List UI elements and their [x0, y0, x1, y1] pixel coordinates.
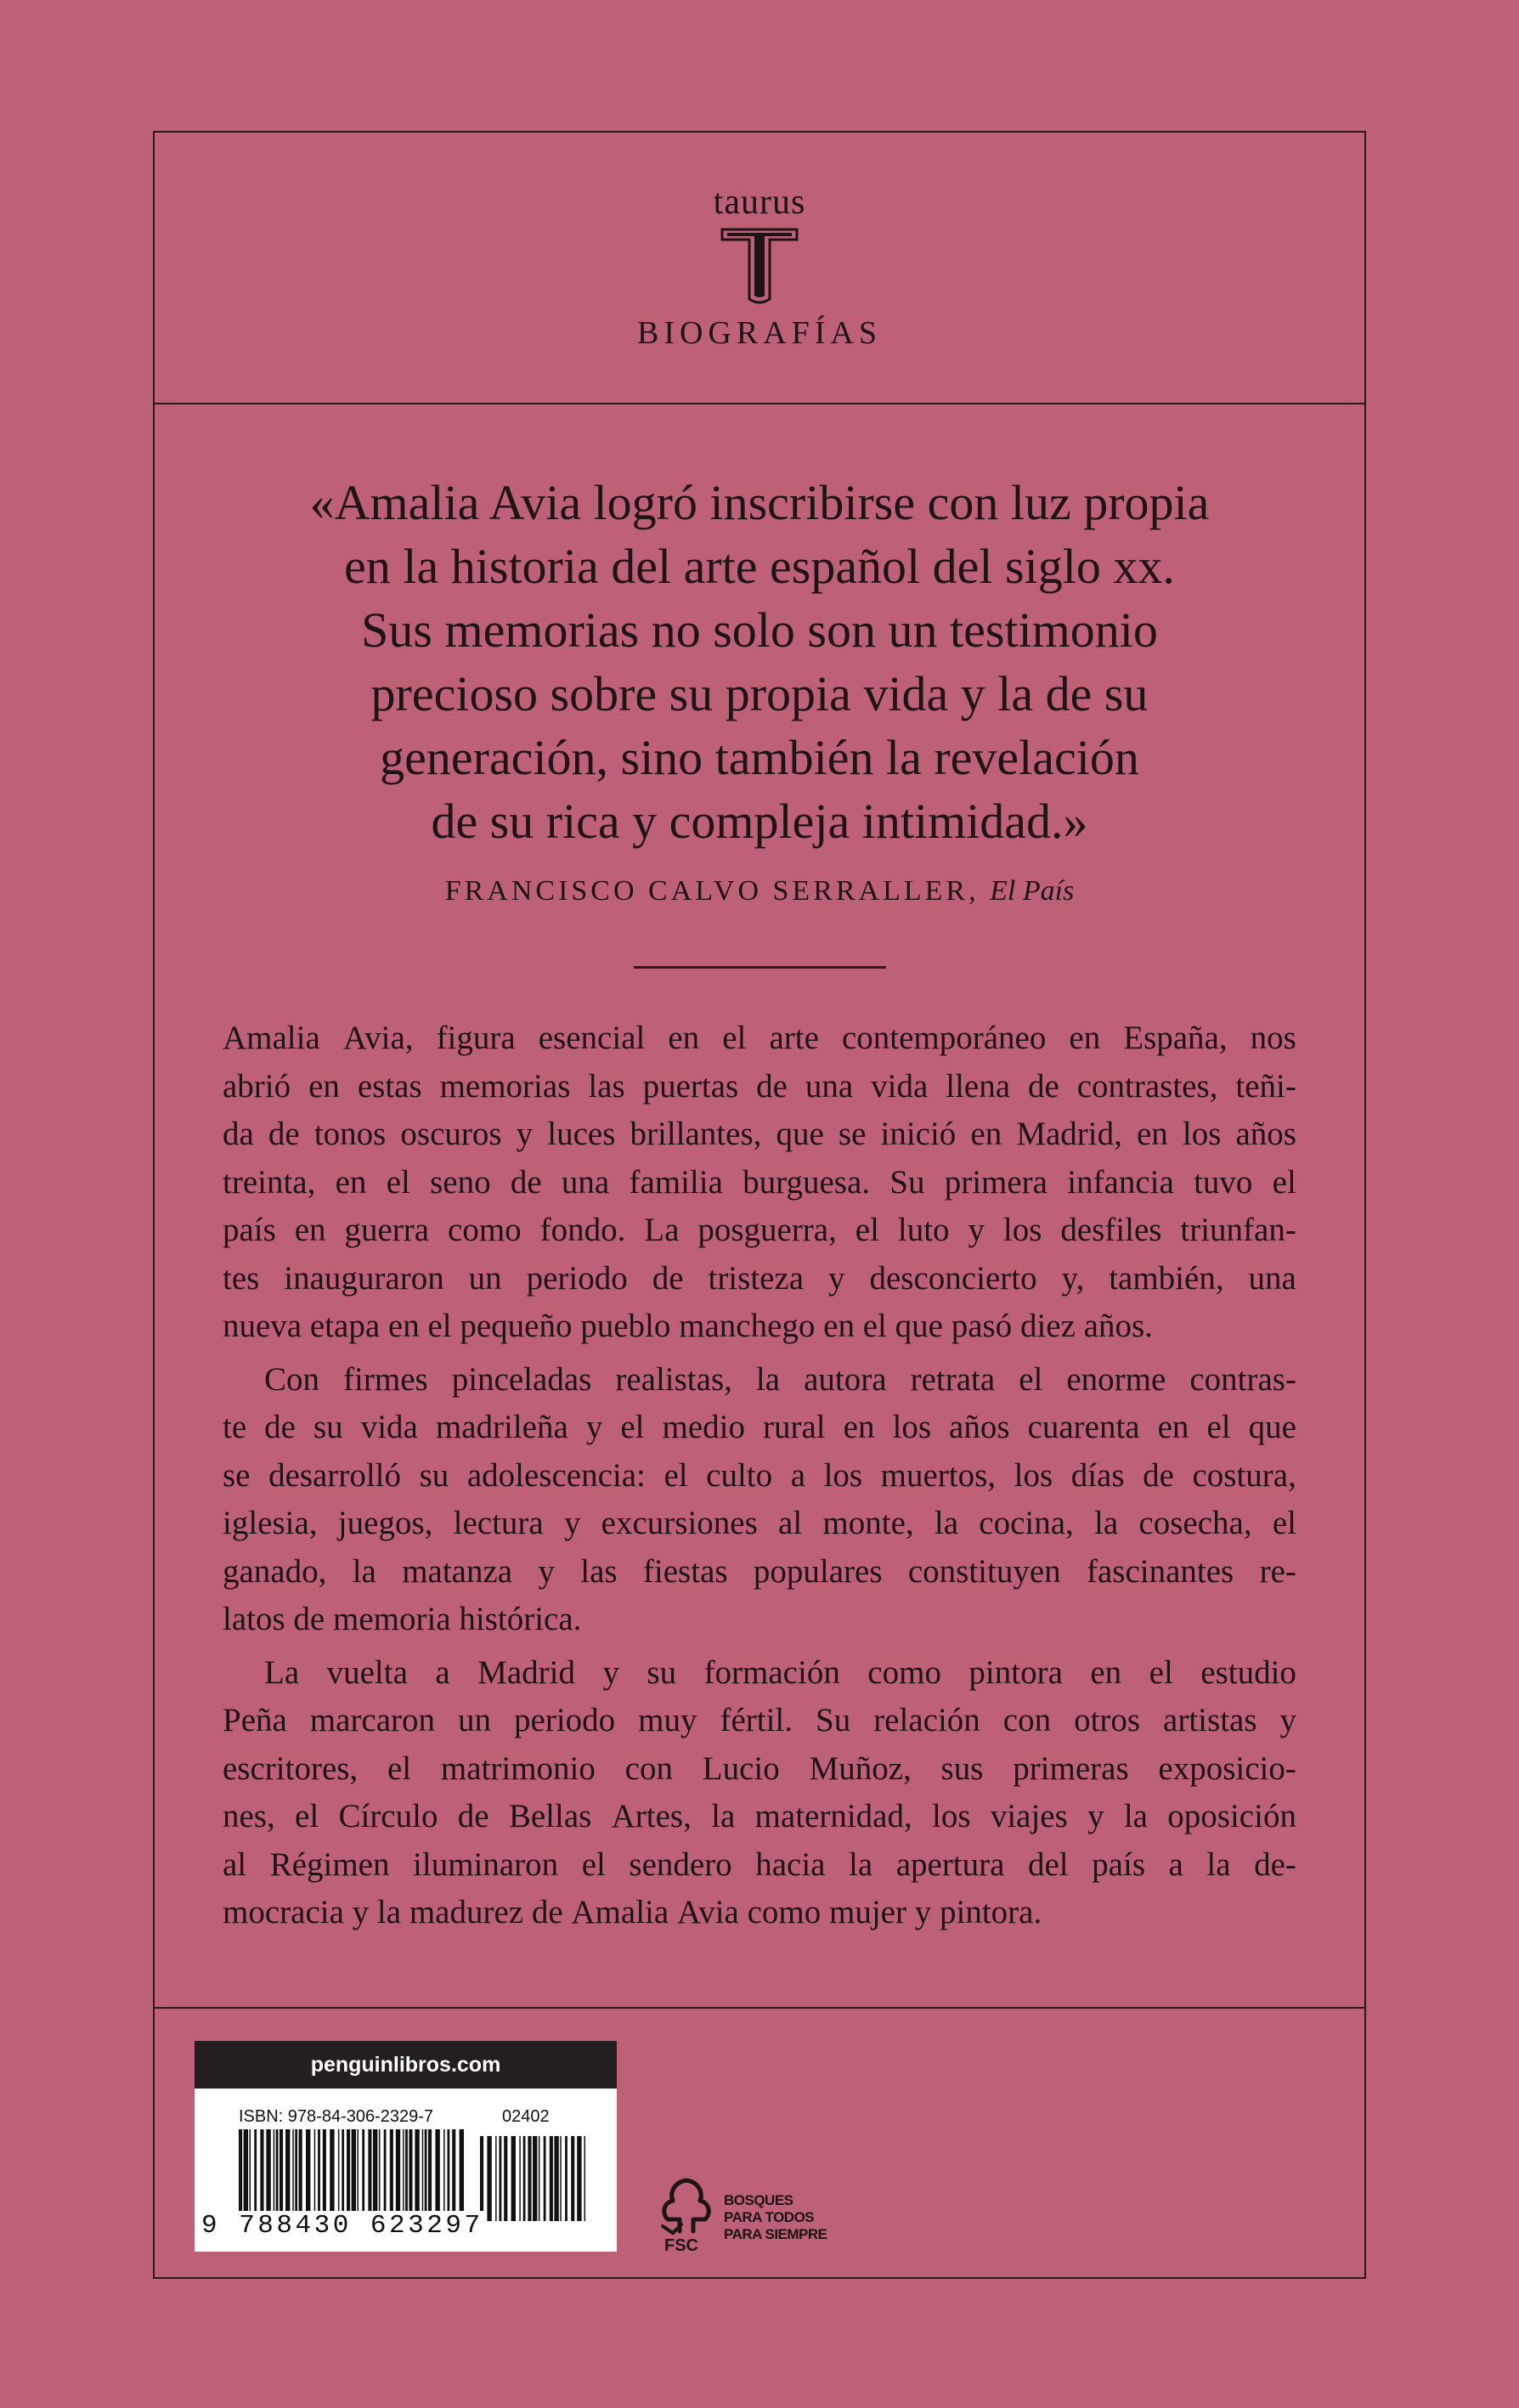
synopsis-word: a	[790, 1456, 806, 1494]
synopsis-word: el	[386, 1163, 410, 1201]
footer-divider	[153, 2007, 1366, 2009]
synopsis-word: la	[352, 1552, 376, 1590]
synopsis-word: Peña	[223, 1702, 287, 1738]
synopsis-word: marcaron	[309, 1702, 436, 1738]
synopsis-word: en	[1157, 1409, 1189, 1445]
synopsis-word: enorme	[1066, 1360, 1166, 1398]
synopsis-word: en	[1090, 1653, 1122, 1691]
quote-line: Sus memorias no solo son un testimonio	[361, 602, 1158, 658]
synopsis-word: madrileña	[435, 1409, 568, 1445]
synopsis-word: nes,	[223, 1798, 275, 1834]
synopsis-line	[223, 1649, 1296, 1698]
synopsis-line	[223, 1255, 1296, 1303]
synopsis-word: la	[934, 1505, 959, 1541]
barcode-bar	[504, 2136, 507, 2221]
synopsis-word: matrimonio	[440, 1749, 596, 1787]
synopsis-word: pasó	[951, 1308, 1013, 1344]
synopsis-word: Madrid	[477, 1653, 575, 1691]
synopsis-word: da	[223, 1116, 254, 1152]
synopsis-word: esencial	[538, 1020, 646, 1056]
synopsis-word: diez	[1019, 1308, 1076, 1344]
synopsis-word: luto	[897, 1212, 950, 1248]
synopsis-word: mocracia	[223, 1894, 344, 1930]
synopsis-word: estas	[357, 1067, 422, 1105]
synopsis-word: inauguraron	[284, 1259, 444, 1297]
synopsis-word: días	[1070, 1456, 1125, 1494]
synopsis-word: también,	[1109, 1259, 1224, 1297]
synopsis-word: primera	[944, 1163, 1047, 1201]
fsc-slogan	[724, 2192, 827, 2243]
synopsis-word: burguesa.	[743, 1163, 871, 1201]
synopsis-word: y	[538, 1552, 555, 1590]
synopsis	[223, 1015, 1296, 1937]
synopsis-word: años.	[1083, 1308, 1153, 1344]
synopsis-word: periodo	[526, 1259, 628, 1297]
synopsis-word: y,	[1061, 1259, 1085, 1297]
synopsis-line	[223, 1063, 1296, 1111]
synopsis-word: cosecha,	[1138, 1505, 1252, 1541]
synopsis-word: artistas	[1163, 1702, 1257, 1738]
barcode-bar	[571, 2136, 574, 2221]
synopsis-word: escritores,	[223, 1749, 359, 1787]
synopsis-word: apertura	[895, 1846, 1005, 1883]
synopsis-word: del	[1027, 1846, 1069, 1883]
synopsis-word: re-	[1259, 1552, 1296, 1590]
synopsis-word: al	[223, 1846, 247, 1883]
barcode-bar	[533, 2136, 537, 2221]
synopsis-word: en	[668, 1020, 700, 1056]
synopsis-word: Amalia	[223, 1020, 320, 1056]
synopsis-word: matanza	[402, 1552, 513, 1590]
synopsis-line	[223, 1111, 1296, 1159]
synopsis-word: una	[805, 1067, 854, 1105]
barcode-bar	[528, 2136, 531, 2221]
synopsis-word: oposición	[1167, 1798, 1296, 1834]
synopsis-word: una	[1248, 1259, 1296, 1297]
synopsis-word: vuelta	[326, 1653, 408, 1691]
synopsis-line	[223, 1841, 1296, 1890]
quote-line: en la historia del arte español del siglo xx.	[344, 539, 1175, 594]
synopsis-word: exposicio-	[1158, 1749, 1296, 1787]
synopsis-word: y	[914, 1894, 932, 1930]
synopsis-word: retrata	[910, 1360, 996, 1398]
synopsis-word: la	[1094, 1505, 1119, 1541]
synopsis-word: el	[427, 1308, 452, 1344]
synopsis-word: La	[264, 1653, 300, 1691]
fsc-mark	[656, 2175, 868, 2260]
synopsis-word: Círculo	[338, 1798, 438, 1834]
synopsis-word: tuvo	[1194, 1163, 1253, 1201]
synopsis-word: nueva	[223, 1308, 302, 1344]
synopsis-word: de	[1027, 1067, 1059, 1105]
synopsis-word: maternidad,	[754, 1798, 912, 1834]
synopsis-word: fascinantes	[1086, 1552, 1234, 1590]
synopsis-word: y	[585, 1409, 603, 1445]
synopsis-word: monte,	[822, 1505, 914, 1541]
synopsis-word: Con	[264, 1360, 320, 1398]
synopsis-word: y	[1087, 1798, 1104, 1834]
synopsis-word: vida	[871, 1067, 929, 1105]
synopsis-word: y	[1279, 1702, 1296, 1738]
synopsis-word: muertos,	[880, 1456, 997, 1494]
synopsis-word: de-	[1254, 1846, 1296, 1883]
synopsis-word: periodo	[514, 1702, 616, 1738]
synopsis-line	[223, 1548, 1296, 1597]
synopsis-word: con	[624, 1749, 673, 1787]
synopsis-word: histórica.	[459, 1601, 582, 1637]
synopsis-line	[223, 1207, 1296, 1255]
synopsis-line	[223, 1159, 1296, 1207]
synopsis-word: firmes	[343, 1360, 428, 1398]
synopsis-word: Avia	[676, 1894, 739, 1930]
quote-attribution	[153, 875, 1366, 907]
synopsis-word: pequeño	[460, 1308, 573, 1344]
synopsis-word: años	[1235, 1116, 1296, 1152]
synopsis-line	[223, 1015, 1296, 1063]
synopsis-word: en	[335, 1163, 367, 1201]
quote-line: precioso sobre su propia vida y la de su	[370, 666, 1149, 721]
synopsis-word: y	[602, 1653, 619, 1691]
synopsis-word: sendero	[629, 1846, 732, 1883]
synopsis-word: tonos	[313, 1116, 387, 1152]
synopsis-word: Avia,	[342, 1020, 414, 1056]
synopsis-word: la	[711, 1798, 736, 1834]
synopsis-word: desarrolló	[268, 1456, 402, 1494]
quote-rule	[634, 966, 886, 969]
synopsis-word: primeras	[1013, 1749, 1129, 1787]
synopsis-word: vida	[360, 1409, 418, 1445]
synopsis-word: teñi-	[1235, 1067, 1296, 1105]
synopsis-word: llena	[946, 1067, 1011, 1105]
synopsis-line	[223, 1697, 1296, 1745]
synopsis-word: los	[1014, 1456, 1053, 1494]
synopsis-word: cuarenta	[1027, 1409, 1140, 1445]
synopsis-word: la	[849, 1846, 873, 1883]
synopsis-word: figura	[436, 1020, 516, 1056]
synopsis-word: viajes	[990, 1798, 1068, 1834]
fsc-slogan-line: PARA SIEMPRE	[724, 2226, 827, 2242]
publisher-brand	[153, 131, 1366, 404]
barcode-panel	[195, 2041, 617, 2252]
synopsis-word: guerra	[344, 1212, 430, 1248]
quote-line: de su rica y compleja intimidad.»	[431, 794, 1088, 849]
synopsis-word: costura,	[1192, 1456, 1296, 1494]
synopsis-word: país	[223, 1212, 276, 1248]
synopsis-word: y	[563, 1505, 581, 1541]
synopsis-word: cocina,	[979, 1505, 1074, 1541]
barcode-bar	[554, 2136, 558, 2221]
synopsis-word: brillantes,	[630, 1116, 762, 1152]
barcode-bar	[550, 2136, 553, 2221]
synopsis-word: estudio	[1200, 1653, 1296, 1691]
isbn-label: ISBN: 978-84-306-2329-7	[239, 2107, 434, 2126]
synopsis-word: tristeza	[708, 1259, 805, 1297]
synopsis-word: excursiones	[601, 1505, 758, 1541]
synopsis-word: desconcierto	[869, 1259, 1037, 1297]
synopsis-word: los	[1002, 1212, 1042, 1248]
synopsis-word: autora	[804, 1360, 887, 1398]
synopsis-word: de	[1143, 1456, 1174, 1494]
barcode-bar	[523, 2136, 526, 2221]
barcode-bar	[577, 2136, 581, 2221]
synopsis-word: como	[867, 1653, 941, 1691]
quote-source: El País	[990, 875, 1075, 907]
synopsis-word: arte	[769, 1020, 819, 1056]
synopsis-word: España,	[1123, 1020, 1228, 1056]
barcode-bar	[539, 2136, 540, 2221]
synopsis-word: familia	[629, 1163, 723, 1201]
synopsis-word: en	[823, 1308, 855, 1344]
fsc-slogan-line: PARA TODOS	[724, 2209, 815, 2225]
synopsis-line	[223, 1500, 1296, 1548]
synopsis-word: inició	[880, 1116, 957, 1152]
synopsis-word: en	[308, 1067, 340, 1105]
synopsis-word: pinceladas	[451, 1360, 592, 1398]
synopsis-word: infancia	[1067, 1163, 1174, 1201]
synopsis-word: el	[295, 1798, 319, 1834]
synopsis-word: luces	[547, 1116, 616, 1152]
synopsis-word: Bellas	[508, 1798, 592, 1834]
synopsis-word: como	[747, 1894, 822, 1930]
synopsis-word: y	[516, 1116, 534, 1152]
synopsis-word: en	[843, 1409, 875, 1445]
synopsis-word: Lucio	[702, 1749, 780, 1787]
synopsis-word: contemporáneo	[841, 1020, 1047, 1056]
synopsis-word: su	[647, 1653, 677, 1691]
synopsis-word: te	[223, 1409, 247, 1445]
synopsis-word: la	[755, 1360, 781, 1398]
synopsis-word: iglesia,	[223, 1505, 318, 1541]
synopsis-line	[223, 1793, 1296, 1841]
fsc-slogan-line: BOSQUES	[724, 2192, 793, 2208]
synopsis-word: fondo.	[539, 1212, 626, 1248]
synopsis-word: país	[1092, 1846, 1145, 1883]
synopsis-word: formación	[703, 1653, 840, 1691]
synopsis-word: hacia	[755, 1846, 826, 1883]
synopsis-word: el	[855, 1212, 879, 1248]
synopsis-word: iluminaron	[413, 1846, 559, 1883]
synopsis-word: el	[722, 1020, 747, 1056]
barcode-bar	[495, 2136, 497, 2221]
synopsis-word: seno	[430, 1163, 491, 1201]
synopsis-word: madurez	[409, 1894, 524, 1930]
synopsis-word: realistas,	[615, 1360, 732, 1398]
synopsis-word: adolescencia:	[466, 1456, 646, 1494]
synopsis-word: a	[1168, 1846, 1183, 1883]
synopsis-word: Artes,	[611, 1798, 692, 1834]
synopsis-line	[223, 1596, 1296, 1644]
synopsis-word: oscuros	[400, 1116, 502, 1152]
barcode-bar	[519, 2136, 521, 2221]
synopsis-word: al	[778, 1505, 803, 1541]
imprint-name: taurus	[713, 183, 806, 222]
synopsis-word: con	[1002, 1702, 1052, 1738]
synopsis-word: en	[970, 1116, 1002, 1152]
synopsis-word: que	[895, 1308, 943, 1344]
synopsis-word: en	[1136, 1116, 1168, 1152]
synopsis-line	[223, 1303, 1296, 1351]
barcode-bar	[565, 2136, 568, 2221]
synopsis-word: otros	[1074, 1702, 1141, 1738]
synopsis-word: Madrid,	[1016, 1116, 1122, 1152]
synopsis-word: memorias	[439, 1067, 571, 1105]
ean-digits: 9 788430 623297	[201, 2211, 483, 2241]
synopsis-word: un	[468, 1259, 502, 1297]
blurb-quote	[153, 471, 1366, 853]
synopsis-word: de	[457, 1798, 489, 1834]
synopsis-word: las	[588, 1067, 625, 1105]
synopsis-word: fiestas	[642, 1552, 728, 1590]
synopsis-word: juegos,	[337, 1505, 433, 1541]
synopsis-word: el	[1019, 1360, 1043, 1398]
synopsis-word: constituyen	[907, 1552, 1061, 1590]
synopsis-word: lectura	[453, 1505, 544, 1541]
synopsis-word: mujer	[829, 1894, 906, 1930]
barcode-bar	[584, 2136, 586, 2221]
synopsis-line	[223, 1356, 1296, 1405]
synopsis-word: en	[387, 1308, 420, 1344]
synopsis-word: el	[1206, 1409, 1231, 1445]
synopsis-word: la	[1206, 1846, 1231, 1883]
synopsis-word: los	[892, 1409, 931, 1445]
synopsis-word: muy	[638, 1702, 697, 1738]
synopsis-word: de	[756, 1067, 788, 1105]
synopsis-word: manchego	[679, 1308, 816, 1344]
synopsis-word: el	[387, 1749, 412, 1787]
synopsis-word: y	[352, 1894, 370, 1930]
synopsis-word: de	[293, 1601, 325, 1637]
synopsis-word: su	[419, 1456, 449, 1494]
barcode-bar	[480, 2136, 483, 2221]
synopsis-word: Régimen	[269, 1846, 390, 1883]
synopsis-word: y	[828, 1259, 845, 1297]
taurus-t-logo-icon	[719, 226, 800, 304]
synopsis-word: la	[1123, 1798, 1148, 1834]
synopsis-word: sus	[940, 1749, 984, 1787]
synopsis-word: años	[949, 1409, 1010, 1445]
synopsis-word: Su	[889, 1163, 925, 1201]
synopsis-word: y	[968, 1212, 985, 1248]
supplement-code: 02402	[502, 2107, 550, 2126]
synopsis-word: los	[932, 1798, 971, 1834]
synopsis-word: La	[644, 1212, 680, 1248]
synopsis-word: pintora	[968, 1653, 1063, 1691]
quote-line: generación, sino también la revelación	[380, 730, 1139, 785]
synopsis-word: relación	[873, 1702, 980, 1738]
synopsis-word: las	[580, 1552, 618, 1590]
synopsis-word: contras-	[1189, 1360, 1296, 1398]
barcode-bar	[511, 2136, 516, 2221]
synopsis-word: la	[376, 1894, 402, 1930]
quote-line: «Amalia Avia logró inscribirse con luz propia	[309, 475, 1210, 530]
synopsis-word: treinta,	[223, 1163, 316, 1201]
barcode-bar	[500, 2136, 502, 2221]
synopsis-word: populares	[753, 1552, 883, 1590]
synopsis-word: pintora.	[939, 1894, 1042, 1930]
synopsis-line	[223, 1889, 1296, 1937]
synopsis-word: el	[862, 1308, 887, 1344]
synopsis-word: se	[838, 1116, 867, 1152]
synopsis-word: nos	[1250, 1020, 1296, 1056]
barcode-bar	[544, 2136, 546, 2221]
supplement-barcode	[480, 2136, 589, 2221]
synopsis-word: Su	[816, 1702, 851, 1738]
synopsis-word: el	[1272, 1163, 1296, 1201]
synopsis-word: abrió	[223, 1067, 291, 1105]
synopsis-word: como	[448, 1212, 522, 1248]
synopsis-word: el	[1272, 1505, 1296, 1541]
synopsis-word: ganado,	[223, 1552, 327, 1590]
series-name: BIOGRAFÍAS	[636, 315, 883, 351]
synopsis-word: en	[1069, 1020, 1101, 1056]
synopsis-word: rural	[763, 1409, 826, 1445]
synopsis-word: un	[458, 1702, 492, 1738]
synopsis-word: que	[1248, 1409, 1296, 1445]
fsc-tree-icon	[656, 2175, 717, 2240]
synopsis-word: se	[223, 1456, 251, 1494]
synopsis-word: desfiles	[1060, 1212, 1162, 1248]
synopsis-word: el	[581, 1846, 606, 1883]
synopsis-word: una	[561, 1163, 610, 1201]
synopsis-word: de	[510, 1163, 542, 1201]
synopsis-word: pueblo	[580, 1308, 671, 1344]
synopsis-word: los	[1182, 1116, 1222, 1152]
synopsis-word: medio	[662, 1409, 745, 1445]
synopsis-word: a	[435, 1653, 450, 1691]
synopsis-word: triunfan-	[1180, 1212, 1296, 1248]
synopsis-word: que	[776, 1116, 824, 1152]
barcode-bar	[487, 2136, 491, 2221]
synopsis-word: los	[823, 1456, 863, 1494]
synopsis-word: el	[664, 1456, 688, 1494]
synopsis-word: posguerra,	[697, 1212, 837, 1248]
synopsis-word: de	[531, 1894, 563, 1930]
synopsis-word: Muñoz,	[809, 1749, 912, 1787]
synopsis-word: el	[620, 1409, 645, 1445]
synopsis-word: latos	[223, 1601, 285, 1637]
synopsis-word: tes	[223, 1259, 260, 1297]
synopsis-word: en	[294, 1212, 326, 1248]
synopsis-word: contrastes,	[1076, 1067, 1218, 1105]
synopsis-word: el	[1149, 1653, 1173, 1691]
quote-author: FRANCISCO CALVO SERRALLER,	[444, 875, 980, 907]
synopsis-word: de	[652, 1259, 684, 1297]
publisher-website: penguinlibros.com	[195, 2041, 617, 2089]
synopsis-word: fértil.	[720, 1702, 793, 1738]
synopsis-word: etapa	[309, 1308, 381, 1344]
synopsis-word: puertas	[642, 1067, 739, 1105]
synopsis-word: de	[268, 1116, 300, 1152]
synopsis-word: Amalia	[571, 1894, 669, 1930]
synopsis-word: su	[313, 1409, 343, 1445]
synopsis-line	[223, 1745, 1296, 1794]
synopsis-word: culto	[706, 1456, 773, 1494]
synopsis-word: de	[264, 1409, 296, 1445]
synopsis-line	[223, 1452, 1296, 1501]
synopsis-word: memoria	[332, 1601, 451, 1637]
synopsis-line	[223, 1404, 1296, 1452]
fsc-label: FSC	[664, 2236, 698, 2255]
barcode-bar	[560, 2136, 562, 2221]
